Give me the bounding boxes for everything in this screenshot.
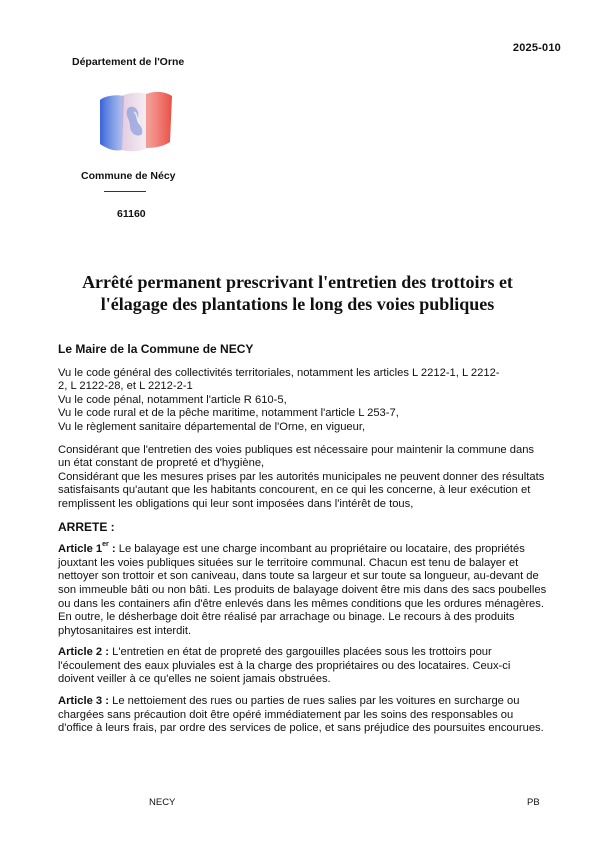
article-label: Article 3 : <box>58 695 109 708</box>
article-text: L'entretien en état de propreté des gargouilles placées sous les trottoirs pour l'écoulement des eaux pluviales est à la charge des propriétaires ou des locataires. Ceux-ci doivent veiller à ce qu'elles ne soient jamais obstruées. <box>58 646 511 686</box>
vu-line: 2, L 2122-28, et L 2212-2-1 <box>58 380 193 393</box>
commune-flag-logo <box>94 86 176 158</box>
arrete-heading: ARRETE : <box>58 519 115 534</box>
flag-red-stripe <box>146 92 172 148</box>
footer-left: NECY <box>149 797 176 808</box>
commune-name: Commune de Nécy <box>81 170 176 182</box>
article-label: Article 1er : <box>58 541 116 556</box>
vu-section <box>58 367 548 435</box>
article-3 <box>58 695 548 736</box>
article-2 <box>58 646 548 687</box>
vu-line: Vu le code général des collectivités territoriales, notamment les articles L 2212-1, L 2212- <box>58 366 500 379</box>
considerant-paragraph: Considérant que les mesures prises par les autorités municipales ne peuvent donner des résultats satisfaisants qu'autant que les habitants concourent, en ce qui les concerne, à leur exécution et remplissent les obligations qui leur sont imposées dans l'intérêt de tous, <box>58 470 545 510</box>
title-line-2: l'élagage des plantations le long des voies publiques <box>100 294 495 314</box>
vu-line: Vu le règlement sanitaire départemental de l'Orne, en vigueur, <box>58 420 366 433</box>
considerant-section <box>58 444 548 512</box>
article-1 <box>58 543 548 638</box>
title-line-1: Arrêté permanent prescrivant l'entretien des trottoirs et <box>82 272 513 292</box>
document-body <box>58 343 548 744</box>
postal-code: 61160 <box>117 208 146 220</box>
article-text: Le nettoiement des rues ou parties de rues salies par les voitures en surcharge ou chargées sans précaution doit être opéré immédiatement par les soins des responsables ou d'office à leurs frais, par ordre des services de police, et sans préjudice des poursuites encourues. <box>58 695 544 735</box>
department-name: Département de l'Orne <box>72 56 185 68</box>
footer-right: PB <box>527 797 540 808</box>
article-label: Article 2 : <box>58 646 109 659</box>
vu-line: Vu le code pénal, notamment l'article R 610-5, <box>58 393 287 406</box>
document-reference: 2025-010 <box>512 42 561 54</box>
divider <box>104 191 146 192</box>
article-text: Le balayage est une charge incombant au propriétaire ou locataire, des propriétés jouxtant les voies publiques situées sur le territoire communal. Chacun est tenu de balayer et nettoyer son trottoir et son caniveau, dans toute sa largeur et sur toute sa longueur, au-devant de son immeuble bâti ou non bâti. Les produits de balayage doivent être mis dans des sacs poubelles ou dans les containers afin d'être enlevés dans les mêmes conditions que les ordures ménagères. En outre, le désherbage doit être réalisé par arrachage ou binage. Le recours à des produits phytosanitaires est interdit. <box>58 543 547 637</box>
vu-line: Vu le code rural et de la pêche maritime, notamment l'article L 253-7, <box>58 407 399 420</box>
flag-blue-stripe <box>100 95 124 150</box>
document-title <box>40 271 555 315</box>
considerant-paragraph: Considérant que l'entretien des voies publiques est nécessaire pour maintenir la commune dans un état constant de propreté et d'hygiène, <box>58 443 535 470</box>
maire-heading: Le Maire de la Commune de NECY <box>58 342 254 356</box>
